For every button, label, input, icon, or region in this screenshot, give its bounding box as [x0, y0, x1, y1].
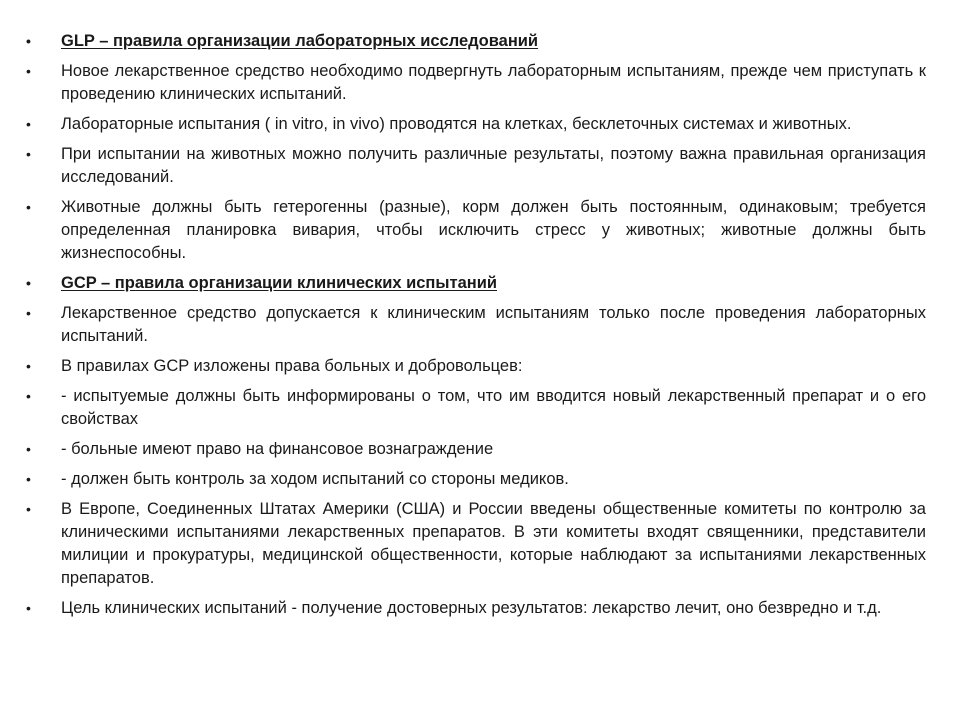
- bullet-icon: •: [26, 501, 31, 517]
- list-item: [26, 60, 926, 106]
- bullet-icon: •: [26, 305, 31, 321]
- bullet-icon: •: [26, 199, 31, 215]
- bullet-icon: •: [26, 388, 31, 404]
- item-text: - должен быть контроль за ходом испытаний со стороны медиков.: [61, 470, 569, 488]
- list-item: [26, 438, 926, 461]
- item-text: Лекарственное средство допускается к клиническим испытаниям только после проведения лабораторных испытаний.: [61, 304, 926, 345]
- bullet-icon: •: [26, 441, 31, 457]
- list-item: [26, 468, 926, 491]
- list-item: [26, 385, 926, 431]
- item-text: Животные должны быть гетерогенны (разные), корм должен быть постоянным, одинаковым; требуется определенная планировка вивария, чтобы исключить стресс у животных; животные должны быть жизнеспособны.: [61, 198, 926, 262]
- bullet-icon: •: [26, 33, 31, 49]
- item-text: Новое лекарственное средство необходимо подвергнуть лабораторным испытаниям, прежде чем приступать к проведению клинических испытаний.: [61, 62, 926, 103]
- item-text: В правилах GCP изложены права больных и добровольцев:: [61, 357, 523, 375]
- heading-glp: [26, 30, 926, 53]
- item-text: - больные имеют право на финансовое вознаграждение: [61, 440, 494, 458]
- bullet-list: [26, 30, 926, 620]
- item-text: В Европе, Соединенных Штатах Америки (США) и России введены общественные комитеты по контролю за клиническими испытаниями лекарственных препаратов. В эти комитеты входят священники, представители милиции и прокуратуры, медицинской общественности, которые наблюдают за испытаниями лекарственных препаратов.: [61, 500, 926, 587]
- bullet-icon: •: [26, 471, 31, 487]
- heading-text: GLP – правила организации лабораторных исследований: [61, 32, 539, 50]
- bullet-icon: •: [26, 146, 31, 162]
- heading-text: GCP – правила организации клинических испытаний: [61, 274, 498, 292]
- item-text: - испытуемые должны быть информированы о том, что им вводится новый лекарственный препарат и о его свойствах: [61, 387, 926, 428]
- list-item: [26, 355, 926, 378]
- bullet-icon: •: [26, 275, 31, 291]
- list-item: [26, 302, 926, 348]
- bullet-icon: •: [26, 358, 31, 374]
- bullet-icon: •: [26, 63, 31, 79]
- list-item: [26, 113, 926, 136]
- list-item: [26, 597, 926, 620]
- item-text: Цель клинических испытаний - получение достоверных результатов: лекарство лечит, оно безвредно и т.д.: [61, 599, 882, 617]
- item-text: При испытании на животных можно получить различные результаты, поэтому важна правильная организация исследований.: [61, 145, 926, 186]
- bullet-icon: •: [26, 116, 31, 132]
- bullet-icon: •: [26, 600, 31, 616]
- heading-gcp: [26, 272, 926, 295]
- list-item: [26, 498, 926, 590]
- list-item: [26, 196, 926, 265]
- item-text: Лабораторные испытания ( in vitro, in vivo) проводятся на клетках, бесклеточных системах и животных.: [61, 115, 852, 133]
- list-item: [26, 143, 926, 189]
